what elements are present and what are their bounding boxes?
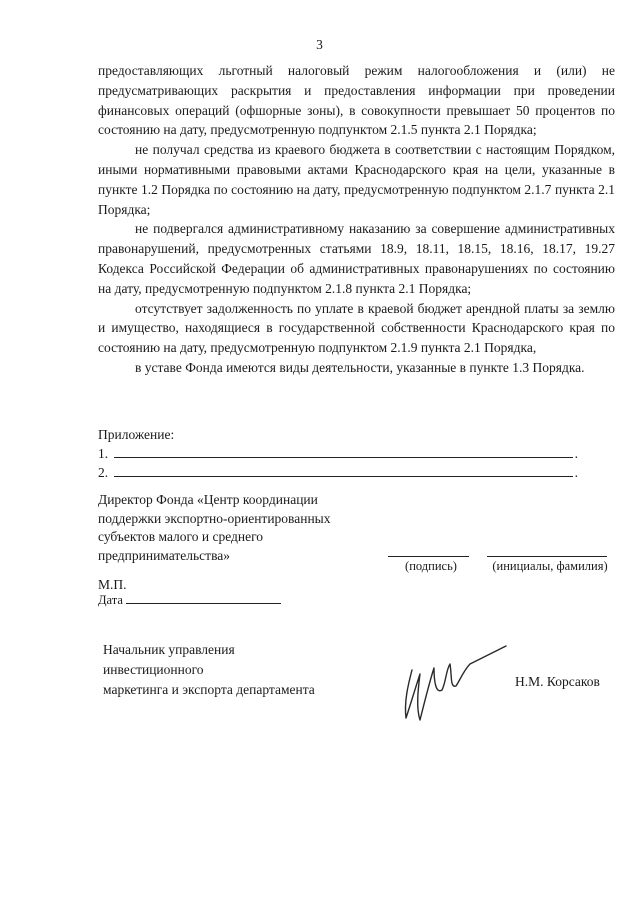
- director-line: Директор Фонда «Центр координации: [98, 492, 318, 507]
- attachment-end: .: [574, 465, 578, 480]
- stamp-label: М.П.: [98, 577, 127, 592]
- chief-name: Н.М. Корсаков: [515, 674, 600, 689]
- attachment-number: 2.: [98, 465, 109, 480]
- chief-line: маркетинга и экспорта департамента: [103, 682, 315, 697]
- director-line: субъектов малого и среднего: [98, 529, 264, 544]
- body-text: [98, 61, 615, 378]
- handwritten-signature-icon: [390, 640, 510, 725]
- initials-blank-line: [487, 556, 607, 557]
- chief-line: инвестиционного: [103, 662, 204, 677]
- attachments-heading: Приложение:: [98, 427, 175, 442]
- director-title: [98, 491, 378, 565]
- attachment-end: .: [574, 446, 578, 461]
- attachment-number: 1.: [98, 446, 109, 461]
- paragraph: не получал средства из краевого бюджета в соответствии с настоящим Порядком, иными нормативными правовыми актами Краснодарского края на цели, указанные в пункте 1.2 Порядка по состоянию на дату, предусмотренную подпунктом 2.1.7 пункта 2.1 Порядка;: [98, 142, 615, 217]
- page-number: 3: [316, 37, 323, 52]
- initials-label: (инициалы, фамилия): [492, 559, 608, 573]
- attachment-blank-line: [114, 463, 573, 477]
- paragraph: в уставе Фонда имеются виды деятельности, указанные в пункте 1.3 Порядка.: [135, 359, 585, 375]
- date-label: Дата: [98, 593, 123, 607]
- director-line: поддержки экспортно-ориентированных: [98, 510, 331, 526]
- date-row: [98, 592, 281, 608]
- signature-label: (подпись): [405, 559, 457, 573]
- attachment-blank-line: [114, 444, 573, 458]
- director-line: предпринимательства»: [98, 547, 231, 563]
- date-blank-line: [126, 592, 281, 604]
- signature-blank-line: [388, 556, 469, 557]
- paragraph: не подвергался административному наказанию за совершение административных правонарушений, предусмотренных статьями 18.9, 18.11, 18.15, 18.16, 18.17, 19.27 Кодекса Российской Федерации об административных правонарушениях по состоянию на дату, предусмотренную подпунктом 2.1.8 пункта 2.1 Порядка;: [98, 221, 615, 296]
- attachment-row: [98, 463, 578, 482]
- chief-title: [103, 640, 363, 700]
- paragraph: предоставляющих льготный налоговый режим налогообложения и (или) не предусматривающих раскрытия и предоставления информации при проведении финансовых операций (офшорные зоны), в совокупности превышает 50 процентов по состоянию на дату, предусмотренную подпунктом 2.1.5 пункта 2.1 Порядка;: [98, 63, 615, 138]
- chief-line: Начальник управления: [103, 642, 235, 657]
- attachments-section: [98, 426, 578, 482]
- attachment-row: [98, 444, 578, 463]
- paragraph: отсутствует задолженность по уплате в краевой бюджет арендной платы за землю и имущество, находящиеся в государственной собственности Краснодарского края по состоянию на дату, предусмотренную подпунктом 2.1.9 пункта 2.1 Порядка,: [98, 300, 615, 356]
